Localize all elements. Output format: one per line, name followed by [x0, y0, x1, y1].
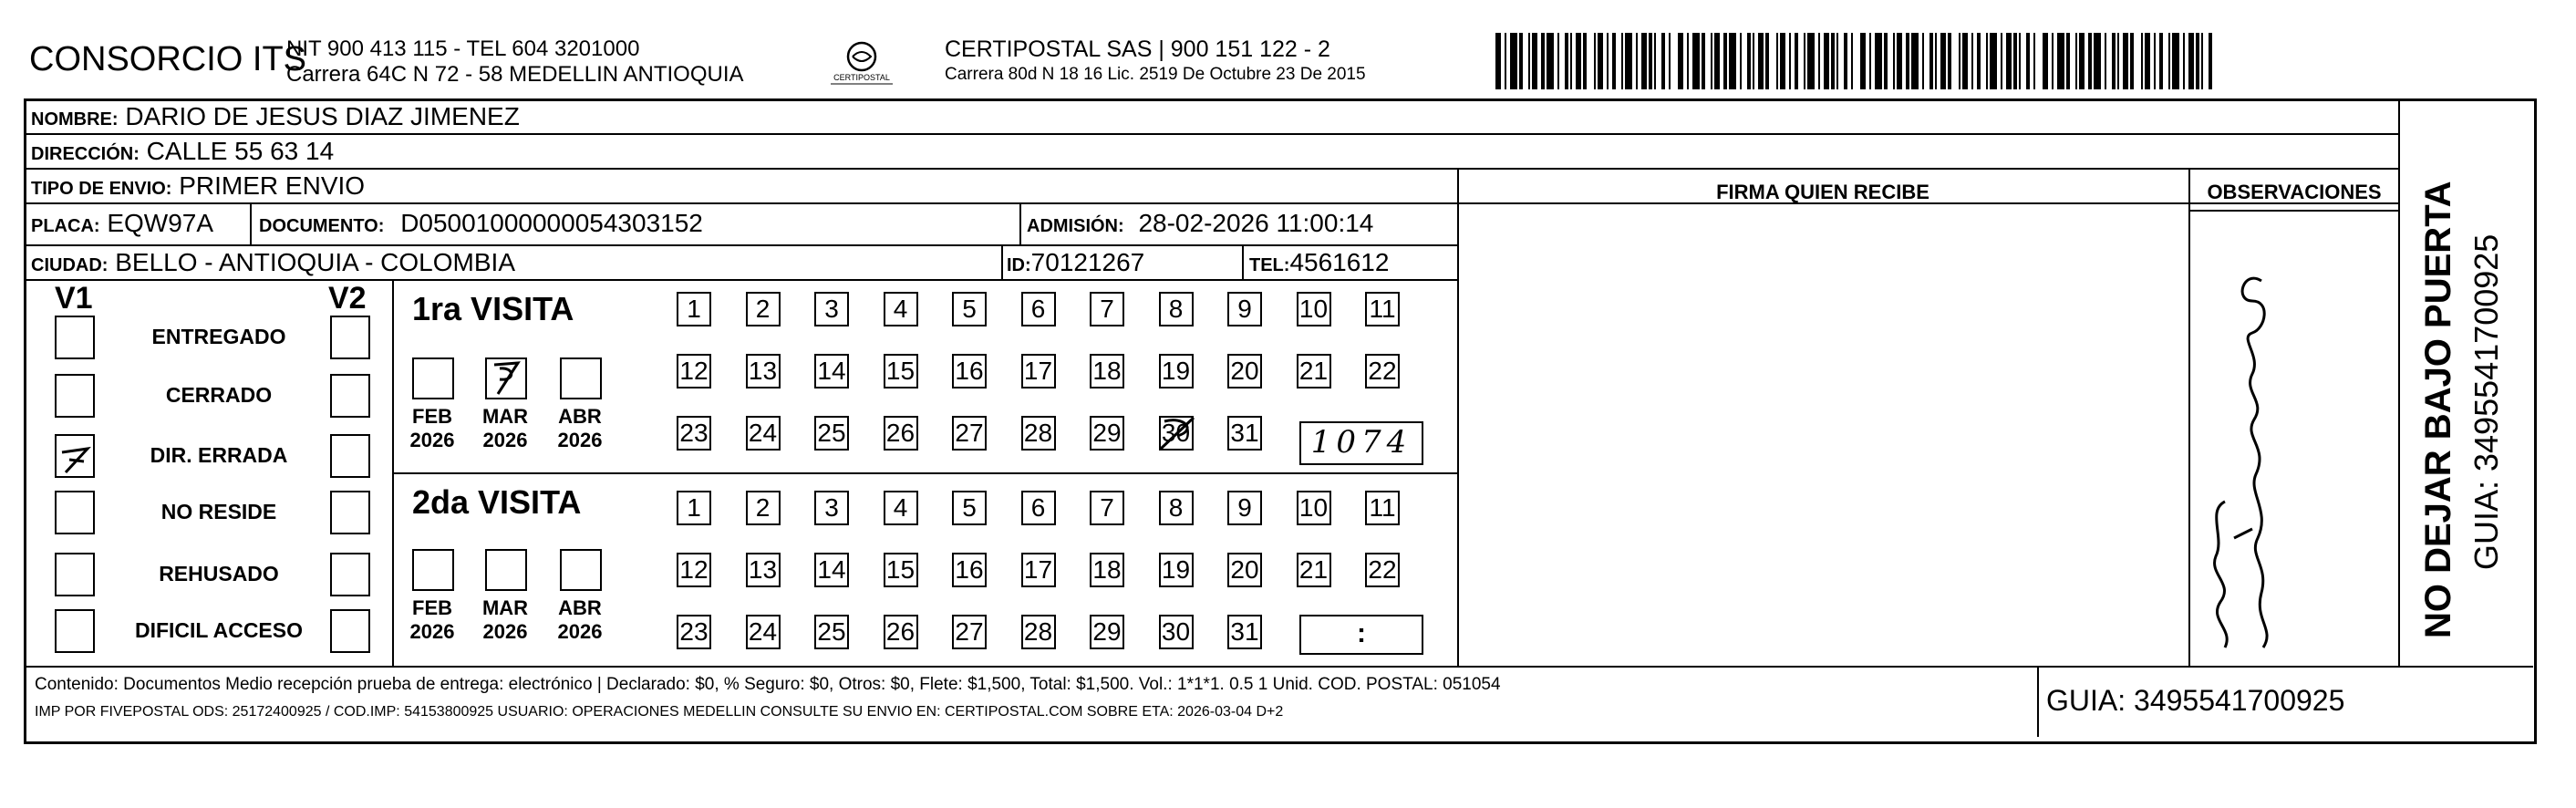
- day-box[interactable]: 11: [1365, 292, 1400, 326]
- carrier-address: Carrera 80d N 18 16 Lic. 2519 De Octubre 23 De 2015: [945, 65, 1366, 84]
- day-box[interactable]: 16: [952, 553, 987, 587]
- day-box[interactable]: 2: [746, 292, 781, 326]
- day-box[interactable]: 8: [1159, 491, 1194, 525]
- documento-value: D05001000000054303152: [400, 209, 703, 237]
- day-box[interactable]: 11: [1365, 491, 1400, 525]
- admision-row: [1027, 209, 1373, 241]
- month-name: ABR: [558, 405, 602, 428]
- day-box[interactable]: 17: [1021, 354, 1056, 388]
- day-box[interactable]: 30: [1159, 416, 1194, 451]
- tel-row: [1249, 248, 1389, 280]
- day-box[interactable]: 21: [1297, 354, 1331, 388]
- day-box[interactable]: 19: [1159, 553, 1194, 587]
- month-checkbox[interactable]: [485, 549, 527, 591]
- signature-area[interactable]: [1468, 219, 2179, 657]
- divider: [2398, 100, 2400, 666]
- first-visit-time[interactable]: 1074: [1299, 421, 1423, 465]
- certipostal-logo: [825, 36, 898, 91]
- day-box[interactable]: 20: [1227, 354, 1262, 388]
- day-box[interactable]: 23: [677, 615, 711, 649]
- direccion-value: CALLE 55 63 14: [146, 137, 335, 165]
- day-box[interactable]: 7: [1090, 491, 1124, 525]
- divider: [2188, 168, 2190, 666]
- divider: [26, 666, 2533, 668]
- day-box[interactable]: 26: [884, 416, 918, 451]
- carrier-info: [945, 36, 1366, 88]
- status-reason-label: ENTREGADO: [151, 325, 286, 348]
- day-box[interactable]: 31: [1227, 615, 1262, 649]
- placa-row: [31, 209, 213, 241]
- ciudad-value: BELLO - ANTIOQUIA - COLOMBIA: [115, 248, 515, 276]
- divider: [2037, 666, 2039, 737]
- day-box[interactable]: 24: [746, 416, 781, 451]
- day-box[interactable]: 15: [884, 553, 918, 587]
- month-year: 2026: [409, 620, 455, 643]
- v2-header: V2: [328, 281, 367, 316]
- v2-checkbox[interactable]: [330, 374, 370, 418]
- day-box[interactable]: 25: [814, 615, 849, 649]
- documento-row: [259, 209, 703, 241]
- id-value: 70121267: [1030, 248, 1145, 276]
- month-name: MAR: [481, 596, 529, 619]
- day-box[interactable]: 10: [1297, 491, 1331, 525]
- tipo-row: [31, 171, 365, 203]
- day-box[interactable]: 20: [1227, 553, 1262, 587]
- month-checkbox[interactable]: [485, 357, 527, 399]
- v1-checkbox[interactable]: [55, 374, 95, 418]
- second-visit-title: 2da VISITA: [412, 483, 582, 521]
- divider: [2188, 210, 2398, 212]
- id-row: [1007, 248, 1144, 280]
- status-reason-label: CERRADO: [165, 383, 273, 407]
- day-box[interactable]: 13: [746, 354, 781, 388]
- v2-checkbox[interactable]: [330, 316, 370, 359]
- day-box[interactable]: 9: [1227, 491, 1262, 525]
- company-name: CONSORCIO ITS: [29, 40, 307, 78]
- ciudad-label: CIUDAD:: [31, 255, 109, 275]
- v1-checkbox[interactable]: [55, 553, 95, 596]
- direccion-row: [31, 137, 334, 169]
- day-box[interactable]: 28: [1021, 416, 1056, 451]
- second-visit-time[interactable]: :: [1299, 615, 1423, 655]
- day-box[interactable]: 26: [884, 615, 918, 649]
- placa-label: PLACA:: [31, 216, 100, 236]
- day-box[interactable]: 18: [1090, 354, 1124, 388]
- day-box[interactable]: 13: [746, 553, 781, 587]
- month-checkbox[interactable]: [560, 357, 602, 399]
- month-year: 2026: [557, 429, 603, 451]
- day-box[interactable]: 27: [952, 615, 987, 649]
- admision-value: 28-02-2026 11:00:14: [1138, 209, 1374, 237]
- month-name: ABR: [558, 596, 602, 619]
- day-box[interactable]: 15: [884, 354, 918, 388]
- v2-checkbox[interactable]: [330, 609, 370, 653]
- day-box[interactable]: 12: [677, 354, 711, 388]
- day-box[interactable]: 14: [814, 354, 849, 388]
- day-box[interactable]: 18: [1090, 553, 1124, 587]
- nombre-row: [31, 102, 520, 134]
- month-name: FEB: [412, 405, 452, 428]
- month-label: [553, 596, 607, 644]
- day-box[interactable]: 22: [1365, 354, 1400, 388]
- day-box[interactable]: 8: [1159, 292, 1194, 326]
- footer-contenido: Contenido: Documentos Medio recepción prueba de entrega: electrónico | Declarado: $0, % Seguro: $0, Otros: $0, Flete: $1,500, Total: $1,500. Vol.: 1*1*1. 0.5 1 Unid. COD. POSTAL: 051054: [35, 675, 1501, 694]
- placa-value: EQW97A: [107, 209, 214, 237]
- tipo-label: TIPO DE ENVIO:: [31, 179, 172, 199]
- id-label: ID:: [1007, 255, 1031, 275]
- month-label: [405, 405, 460, 452]
- month-label: [478, 405, 533, 452]
- no-dejar-bajo-puerta: NO DEJAR BAJO PUERTA: [2418, 181, 2458, 638]
- day-box[interactable]: 21: [1297, 553, 1331, 587]
- day-box[interactable]: 10: [1297, 292, 1331, 326]
- month-label: [478, 596, 533, 644]
- day-box[interactable]: 25: [814, 416, 849, 451]
- day-box[interactable]: 22: [1365, 553, 1400, 587]
- day-box[interactable]: 3: [814, 491, 849, 525]
- status-reason-label: DIR. ERRADA: [150, 443, 288, 467]
- day-box[interactable]: 12: [677, 553, 711, 587]
- day-box[interactable]: 3: [814, 292, 849, 326]
- tipo-value: PRIMER ENVIO: [179, 171, 366, 200]
- day-box[interactable]: 16: [952, 354, 987, 388]
- day-box[interactable]: 29: [1090, 416, 1124, 451]
- month-year: 2026: [409, 429, 455, 451]
- company-address: Carrera 64C N 72 - 58 MEDELLIN ANTIOQUIA: [286, 62, 744, 87]
- nombre-value: DARIO DE JESUS DIAZ JIMENEZ: [125, 102, 520, 130]
- day-box[interactable]: 30: [1159, 615, 1194, 649]
- day-box[interactable]: 31: [1227, 416, 1262, 451]
- month-checkbox[interactable]: [412, 549, 454, 591]
- svg-text:CERTIPOSTAL: CERTIPOSTAL: [833, 73, 890, 82]
- day-box[interactable]: 19: [1159, 354, 1194, 388]
- divider: [250, 202, 252, 244]
- status-reason-label: NO RESIDE: [160, 500, 277, 523]
- company-info: [286, 36, 744, 88]
- status-reason-label: DIFICIL ACCESO: [134, 618, 303, 642]
- divider: [1457, 168, 1459, 666]
- day-box[interactable]: 4: [884, 292, 918, 326]
- footer-guia: GUIA: 3495541700925: [2046, 684, 2345, 717]
- divider: [1019, 202, 1021, 244]
- month-year: 2026: [557, 620, 603, 643]
- documento-label: DOCUMENTO:: [259, 216, 385, 236]
- day-box[interactable]: 6: [1021, 292, 1056, 326]
- day-box[interactable]: 2: [746, 491, 781, 525]
- side-guia: GUIA: 3495541700925: [2467, 233, 2505, 570]
- divider: [392, 472, 1457, 474]
- divider: [392, 279, 394, 666]
- v2-checkbox[interactable]: [330, 491, 370, 534]
- month-checkbox[interactable]: [412, 357, 454, 399]
- month-name: MAR: [481, 405, 529, 428]
- observaciones-header: OBSERVACIONES: [2207, 181, 2382, 203]
- ciudad-row: [31, 248, 515, 280]
- day-box[interactable]: 1: [677, 491, 711, 525]
- firma-header: FIRMA QUIEN RECIBE: [1716, 181, 1929, 203]
- barcode: [1495, 33, 2225, 89]
- tel-value: 4561612: [1289, 248, 1390, 276]
- day-box[interactable]: 17: [1021, 553, 1056, 587]
- company-nit: NIT 900 413 115 - TEL 604 3201000: [286, 36, 640, 61]
- divider: [26, 168, 2398, 170]
- day-box[interactable]: 6: [1021, 491, 1056, 525]
- v1-checkbox[interactable]: [55, 434, 95, 478]
- day-box[interactable]: 27: [952, 416, 987, 451]
- v1-header: V1: [55, 281, 93, 316]
- nombre-label: NOMBRE:: [31, 109, 119, 129]
- month-label: [405, 596, 460, 644]
- v1-checkbox[interactable]: [55, 609, 95, 653]
- day-box[interactable]: 4: [884, 491, 918, 525]
- day-box[interactable]: 7: [1090, 292, 1124, 326]
- month-label: [553, 405, 607, 452]
- handwritten-observation: [2198, 264, 2389, 657]
- day-box[interactable]: 1: [677, 292, 711, 326]
- day-box[interactable]: 23: [677, 416, 711, 451]
- divider: [1001, 244, 1003, 279]
- day-box[interactable]: 9: [1227, 292, 1262, 326]
- month-year: 2026: [482, 429, 528, 451]
- direccion-label: DIRECCIÓN:: [31, 144, 140, 164]
- v1-checkbox[interactable]: [55, 316, 95, 359]
- status-reason-label: REHUSADO: [159, 562, 279, 585]
- day-box[interactable]: 24: [746, 615, 781, 649]
- day-box[interactable]: 14: [814, 553, 849, 587]
- tel-label: TEL:: [1249, 255, 1290, 275]
- v2-checkbox[interactable]: [330, 434, 370, 478]
- first-visit-title: 1ra VISITA: [412, 290, 574, 327]
- day-box[interactable]: 5: [952, 292, 987, 326]
- v1-checkbox[interactable]: [55, 491, 95, 534]
- divider: [1242, 244, 1244, 279]
- month-checkbox[interactable]: [560, 549, 602, 591]
- month-name: FEB: [412, 596, 452, 619]
- day-box[interactable]: 29: [1090, 615, 1124, 649]
- day-box[interactable]: 28: [1021, 615, 1056, 649]
- month-year: 2026: [482, 620, 528, 643]
- footer-imp: IMP POR FIVEPOSTAL ODS: 25172400925 / COD.IMP: 54153800925 USUARIO: OPERACIONES MEDELLIN CONSULTE SU ENVIO EN: CERTIPOSTAL.COM SOBRE ETA: 2026-03-04 D+2: [35, 704, 1284, 720]
- day-box[interactable]: 5: [952, 491, 987, 525]
- carrier-name: CERTIPOSTAL SAS | 900 151 122 - 2: [945, 36, 1330, 62]
- v2-checkbox[interactable]: [330, 553, 370, 596]
- admision-label: ADMISIÓN:: [1027, 216, 1124, 236]
